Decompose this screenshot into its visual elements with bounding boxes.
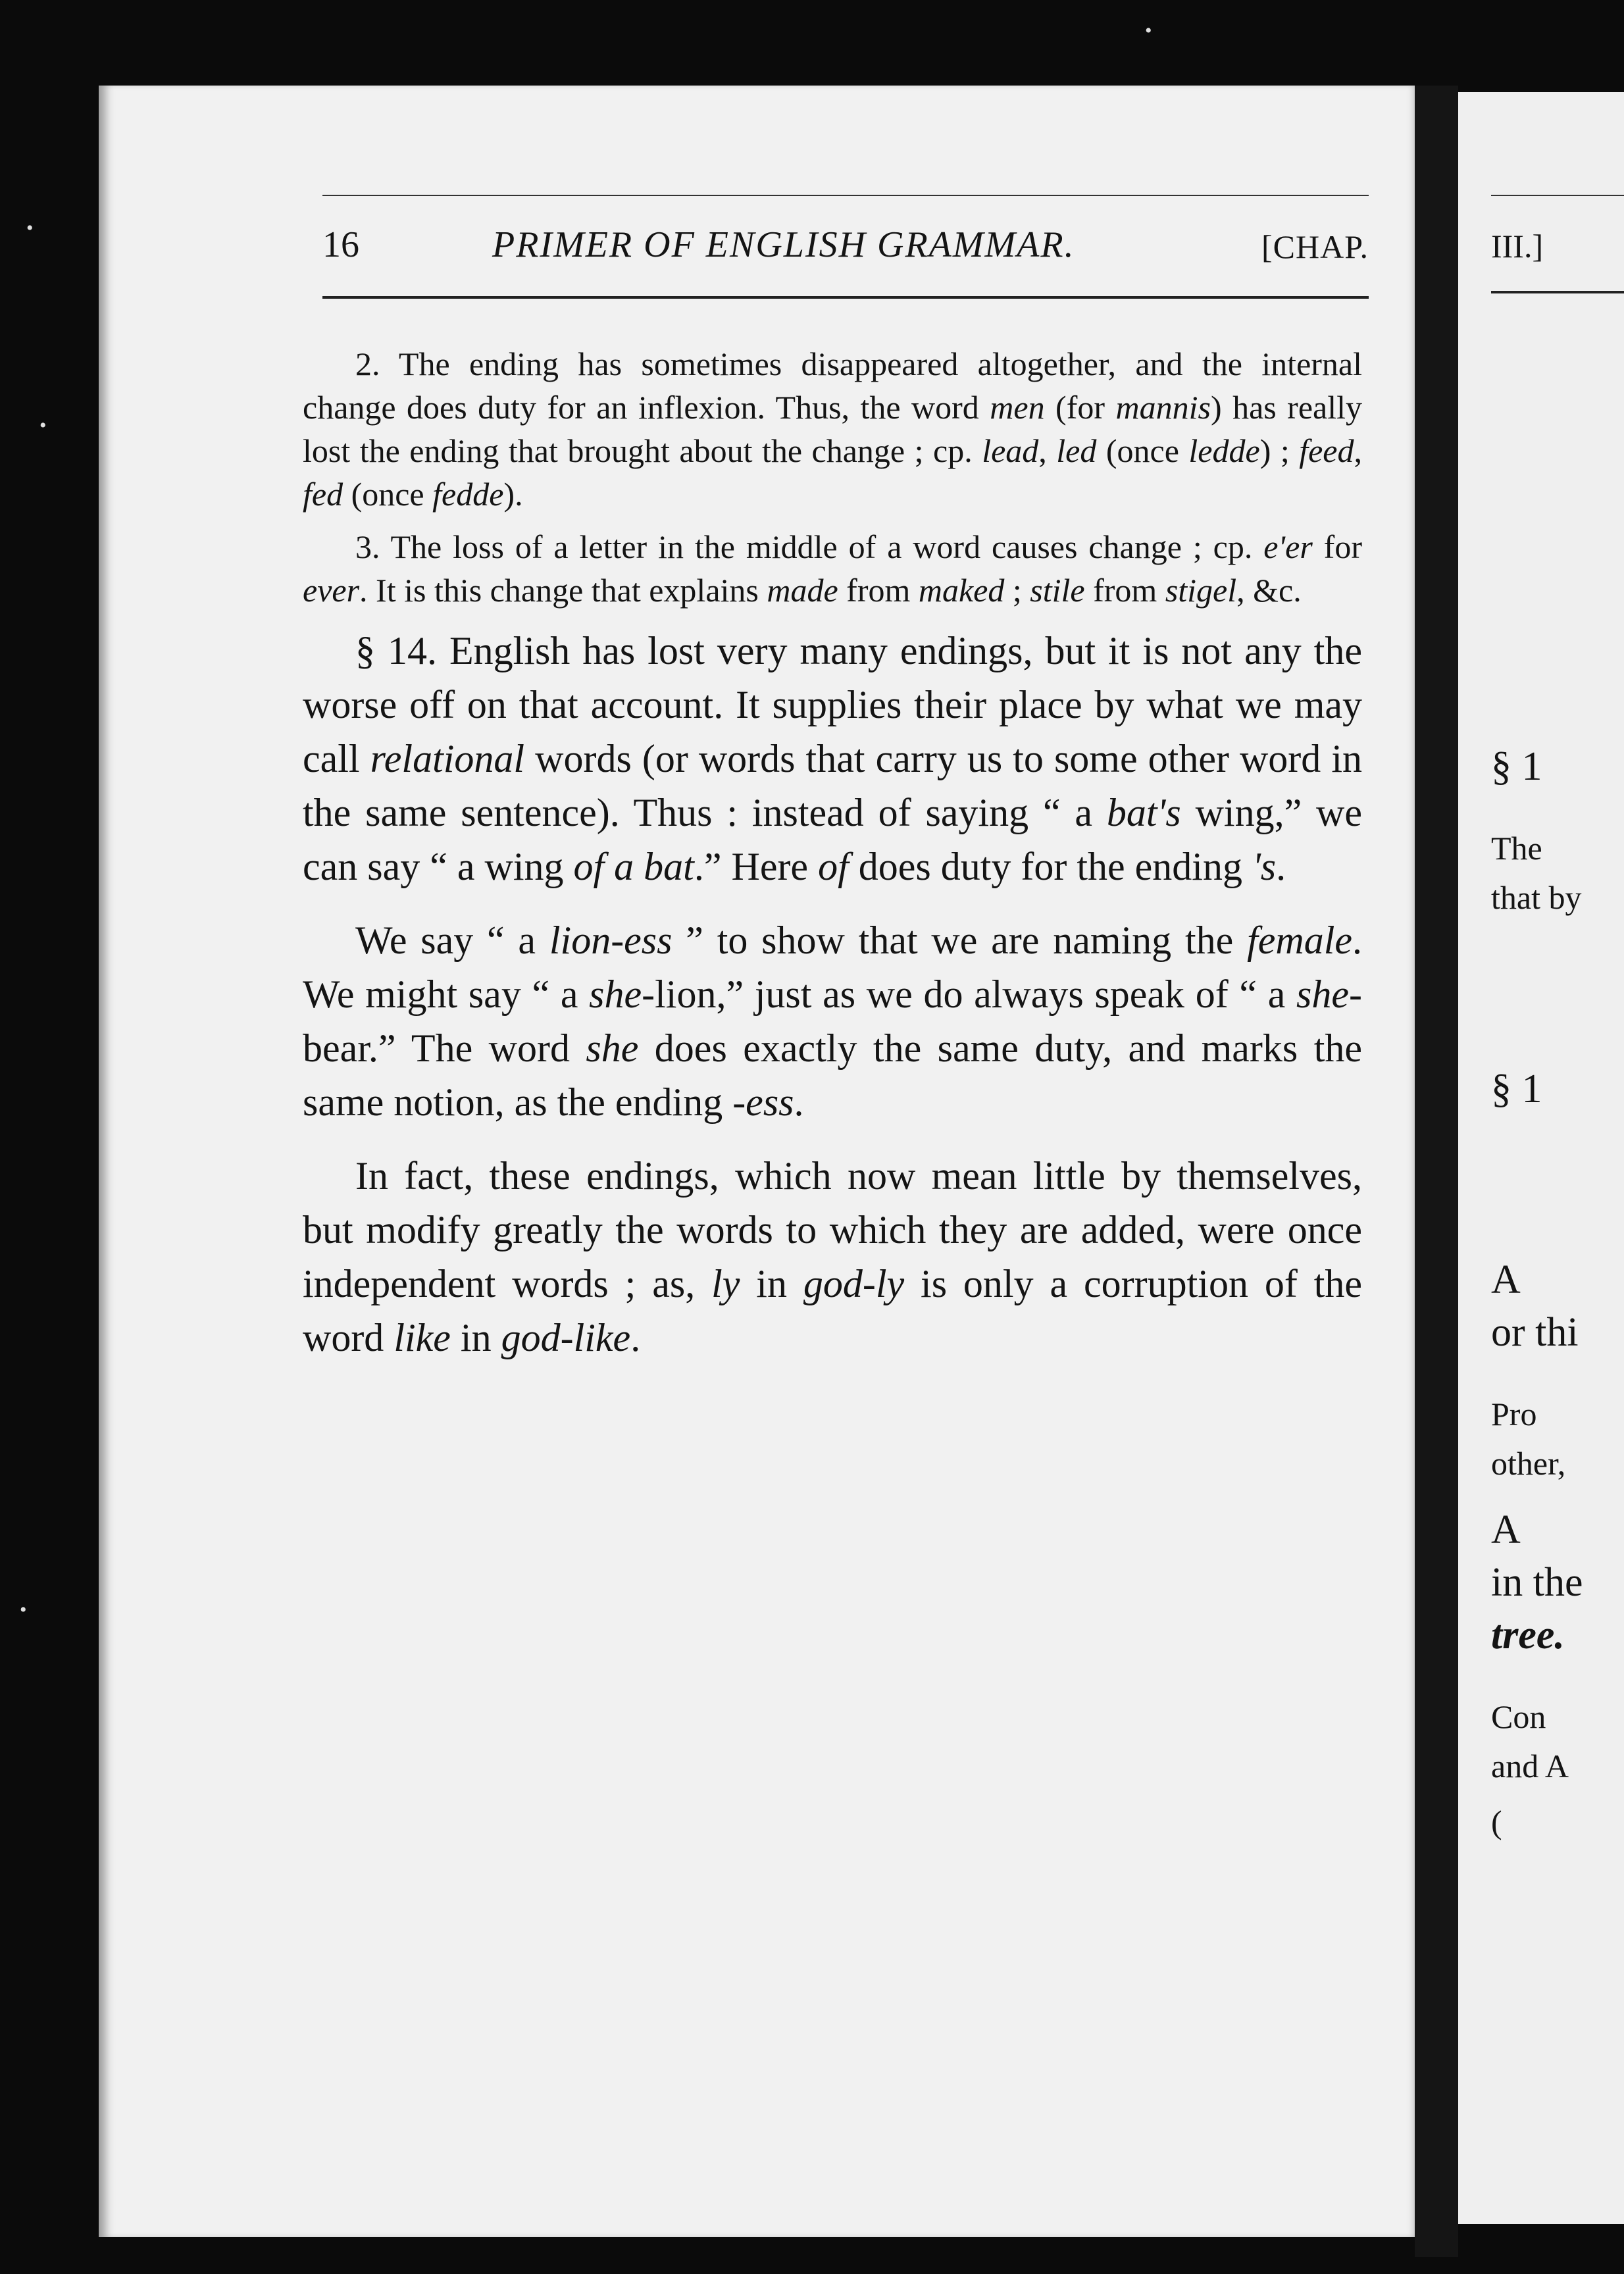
italic-term: led — [1056, 432, 1097, 469]
text-run: § 14. English has lost very many endings, but it is not any the worse off on that account. It supplies their place by what we may call — [303, 629, 1362, 780]
italic-term: she — [1296, 973, 1350, 1016]
scan-speck: • — [39, 415, 47, 436]
right-page-fragment: Con — [1491, 1698, 1546, 1735]
text-run: , — [1038, 432, 1057, 469]
italic-term: god-like — [501, 1316, 631, 1359]
main-text — [303, 624, 1362, 1365]
text-run: , — [1354, 432, 1362, 469]
right-page-fragment: § 1 — [1491, 1067, 1542, 1111]
text-run: . — [630, 1316, 641, 1359]
italic-term: god-ly — [803, 1262, 905, 1305]
right-page-fragment: The — [1491, 830, 1542, 867]
small-print-notes — [303, 342, 1362, 612]
italic-term: made — [767, 572, 838, 609]
text-run: , &c. — [1236, 572, 1302, 609]
running-head — [322, 224, 1369, 276]
right-page — [1458, 92, 1624, 2224]
body-paragraph — [303, 913, 1362, 1129]
text-run: ” to show that we are naming the — [672, 919, 1248, 962]
right-page-fragment: § 1 — [1491, 744, 1542, 789]
italic-term: female — [1247, 919, 1352, 962]
scan-speck: • — [20, 1599, 27, 1621]
text-run: . We might say “ a — [303, 919, 1362, 1016]
right-page-fragment: A — [1491, 1257, 1521, 1302]
italic-term: like — [393, 1316, 451, 1359]
text-run: in — [740, 1262, 803, 1305]
text-run: ) ; — [1259, 432, 1300, 469]
right-header-rule-bottom — [1491, 291, 1624, 293]
text-run: -bear.” The word — [303, 973, 1362, 1070]
text-run: . It is this change that explains — [359, 572, 767, 609]
book-gutter — [1415, 86, 1458, 2257]
text-run: words (or words that carry us to some other word in the same sentence). Thus : instead of saying “ a — [303, 737, 1363, 834]
note-paragraph — [303, 525, 1362, 612]
text-run: ). — [503, 476, 523, 513]
italic-term: of a bat — [573, 845, 694, 888]
text-run: We say “ a — [355, 919, 549, 962]
right-page-fragment: Pro — [1491, 1396, 1537, 1432]
italic-term: stigel — [1165, 572, 1237, 609]
italic-term: lead — [982, 432, 1039, 469]
right-running-head: III.] — [1491, 228, 1544, 265]
page-number: 16 — [322, 224, 359, 265]
text-run: (once — [343, 476, 433, 513]
text-run: . — [1276, 845, 1286, 888]
text-run: for — [1312, 528, 1362, 565]
text-run: ; — [1004, 572, 1030, 609]
header-rule-bottom — [322, 296, 1369, 299]
right-page-fragment: other, — [1491, 1445, 1566, 1482]
body-paragraph — [303, 624, 1362, 894]
text-run: .” Here — [694, 845, 819, 888]
text-run: is only a corruption of the word — [303, 1262, 1362, 1359]
italic-term: relational — [370, 737, 525, 780]
header-rule-top — [322, 195, 1369, 196]
italic-term: e'er — [1263, 528, 1313, 565]
right-page-fragment: tree. — [1491, 1613, 1565, 1657]
italic-term: fedde — [432, 476, 504, 513]
right-page-fragment: A — [1491, 1507, 1521, 1552]
italic-term: she — [589, 973, 642, 1016]
text-run: does duty for the ending — [848, 845, 1252, 888]
text-run: (once — [1096, 432, 1189, 469]
italic-term: 's — [1252, 845, 1277, 888]
note-paragraph — [303, 342, 1362, 516]
italic-term: men — [990, 389, 1045, 426]
text-run: 3. The loss of a letter in the middle of a word causes change ; cp. — [355, 528, 1264, 565]
right-page-fragment: that by — [1491, 879, 1582, 916]
right-header-rule-top — [1491, 195, 1624, 196]
text-run: . — [794, 1080, 804, 1124]
text-run: 2. The ending has sometimes disappeared altogether, and the internal change does duty for an inflexion. Thus, the word — [303, 345, 1362, 426]
text-run: from — [838, 572, 919, 609]
right-page-fragment: in the — [1491, 1560, 1583, 1605]
text-run: (for — [1044, 389, 1116, 426]
italic-term: lion-ess — [549, 919, 672, 962]
text-run: In fact, these endings, which now mean little by themselves, but modify greatly the words to which they are added, were once independent words ; as, — [303, 1154, 1362, 1305]
scan-speck: • — [26, 217, 34, 239]
italic-term: ledde — [1188, 432, 1260, 469]
italic-term: stile — [1030, 572, 1085, 609]
scan-speck: • — [1145, 20, 1152, 41]
italic-term: ly — [711, 1262, 740, 1305]
right-page-fragment: ( — [1491, 1804, 1502, 1840]
text-run: from — [1084, 572, 1165, 609]
chapter-marker: [CHAP. — [1261, 228, 1369, 265]
right-page-fragment: and A — [1491, 1748, 1569, 1784]
italic-term: ever — [303, 572, 360, 609]
italic-term: bat's — [1106, 791, 1181, 834]
italic-term: fed — [303, 476, 343, 513]
italic-term: feed — [1299, 432, 1354, 469]
text-run: does exactly the same duty, and marks the same notion, as the ending — [303, 1026, 1362, 1124]
italic-term: she — [586, 1026, 639, 1070]
italic-term: mannis — [1115, 389, 1211, 426]
book-title: PRIMER OF ENGLISH GRAMMAR. — [492, 224, 1075, 265]
text-run: ) has really lost the ending that brought about the change ; cp. — [303, 389, 1363, 469]
italic-term: -ess — [732, 1080, 794, 1124]
text-run: -lion,” just as we do always speak of “ a — [642, 973, 1297, 1016]
body-paragraph — [303, 1149, 1362, 1365]
right-page-fragment: or thi — [1491, 1310, 1579, 1355]
page-body — [303, 342, 1362, 1384]
italic-term: of — [818, 845, 849, 888]
text-run: wing,” we can say “ a wing — [303, 791, 1362, 888]
text-run: in — [450, 1316, 501, 1359]
italic-term: maked — [918, 572, 1005, 609]
